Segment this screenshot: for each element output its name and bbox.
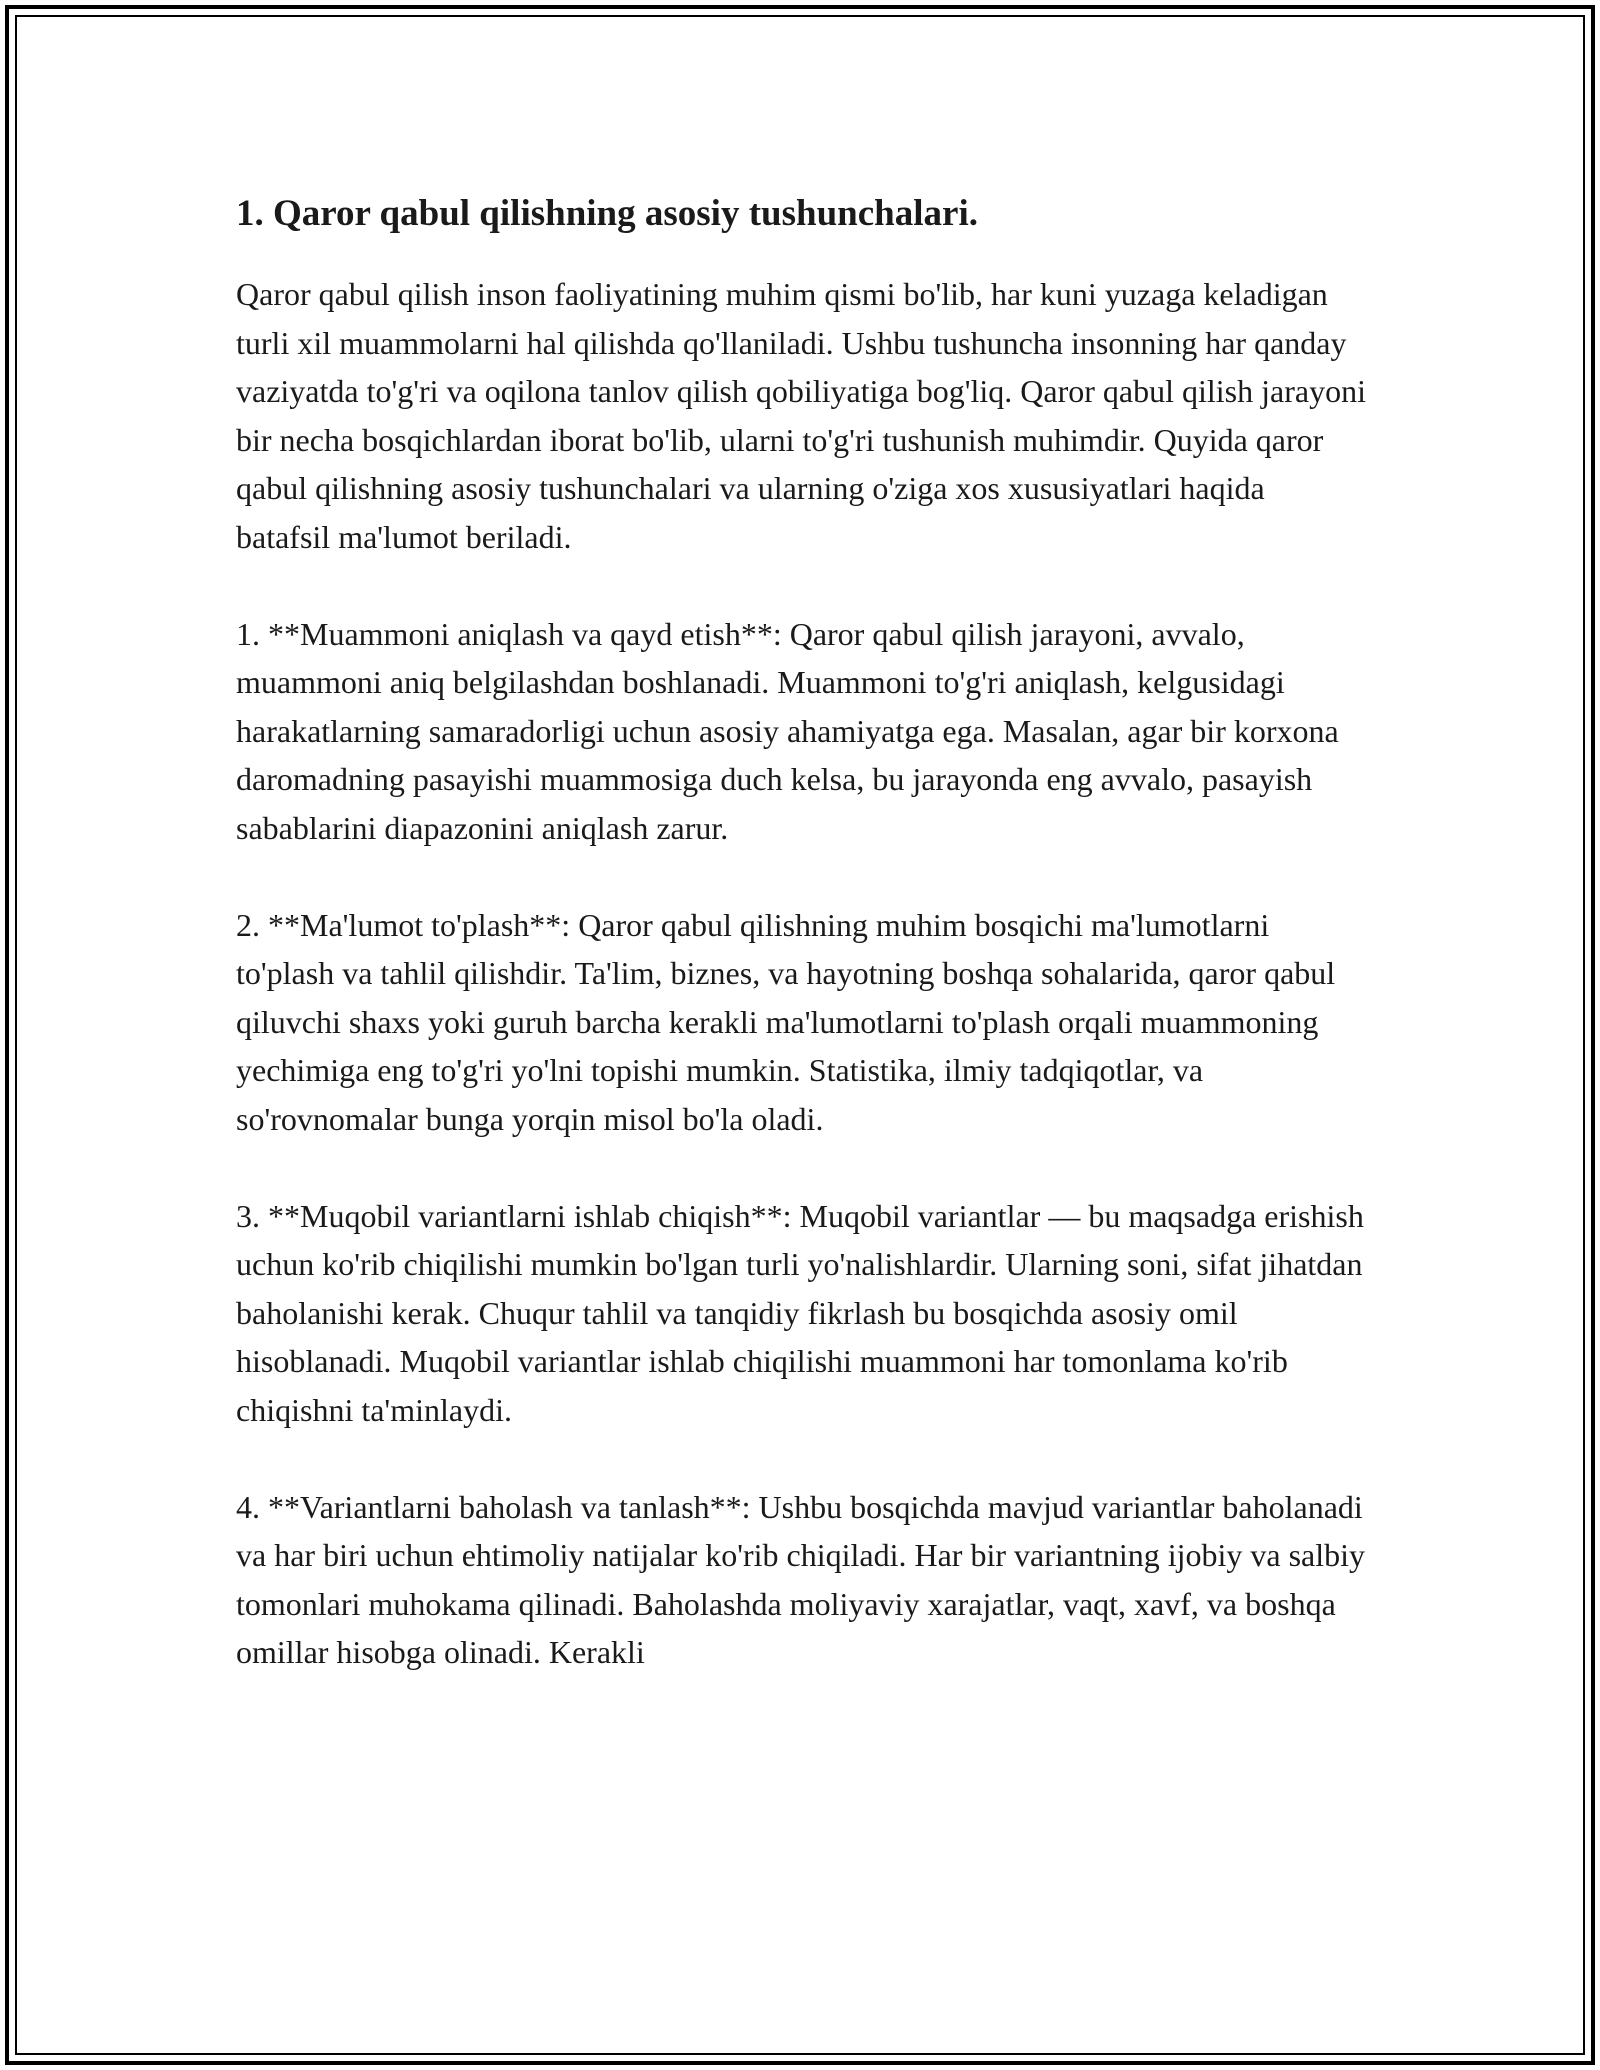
paragraph-1: 1. **Muammoni aniqlash va qayd etish**: Qaror qabul qilish jarayoni, avvalo, muammoni aniq belgilashdan boshlanadi. Muammoni to'g'ri aniqlash, kelgusidagi harakatlarning samaradorligi uchun asosiy ahamiyatga ega. Masalan, agar bir korxona daromadning pasayishi muammosiga duch kelsa, bu jarayonda eng avvalo, pasayish sabablarini diapazonini aniqlash zarur.: [236, 615, 1339, 846]
intro-paragraph: Qaror qabul qilish inson faoliyatining muhim qismi bo'lib, har kuni yuzaga keladigan turli xil muammolarni hal qilishda qo'llaniladi. Ushbu tushuncha insonning har qanday vaziyatda to'g'ri va oqilona tanlov qilish qobiliyatiga bog'liq. Qaror qabul qilish jarayoni bir necha bosqichlardan iborat bo'lib, ularni to'g'ri tushunish muhimdir. Quyida qaror qabul qilishning asosiy tushunchalari va ularning o'ziga xos xususiyatlari haqida batafsil ma'lumot beriladi.: [236, 276, 1366, 555]
section-heading: 1. Qaror qabul qilishning asosiy tushunchalari.: [236, 193, 978, 234]
paragraph-4: 4. **Variantlarni baholash va tanlash**: Ushbu bosqichda mavjud variantlar baholanadi va har biri uchun ehtimoliy natijalar ko'rib chiqiladi. Har bir variantning ijobiy va salbiy tomonlari muhokama qilinadi. Baholashda moliyaviy xarajatlar, vaqt, xavf, va boshqa omillar hisobga olinadi. Kerakli: [236, 1488, 1366, 1670]
paragraph-2: 2. **Ma'lumot to'plash**: Qaror qabul qilishning muhim bosqichi ma'lumotlarni to'plash va tahlil qilishdir. Ta'lim, biznes, va hayotning boshqa sohalarida, qaror qabul qiluvchi shaxs yoki guruh barcha kerakli ma'lumotlarni to'plash orqali muammoning yechimiga eng to'g'ri yo'lni topishi mumkin. Statistika, ilmiy tadqiqotlar, va so'rovnomalar bunga yorqin misol bo'la oladi.: [236, 906, 1336, 1137]
document-body: [236, 186, 1366, 1677]
paragraph-3: 3. **Muqobil variantlarni ishlab chiqish**: Muqobil variantlar — bu maqsadga erishish uchun ko'rib chiqilishi mumkin bo'lgan turli yo'nalishlardir. Ularning soni, sifat jihatdan baholanishi kerak. Chuqur tahlil va tanqidiy fikrlash bu bosqichda asosiy omil hisoblanadi. Muqobil variantlar ishlab chiqilishi muammoni har tomonlama ko'rib chiqishni ta'minlaydi.: [236, 1197, 1364, 1428]
